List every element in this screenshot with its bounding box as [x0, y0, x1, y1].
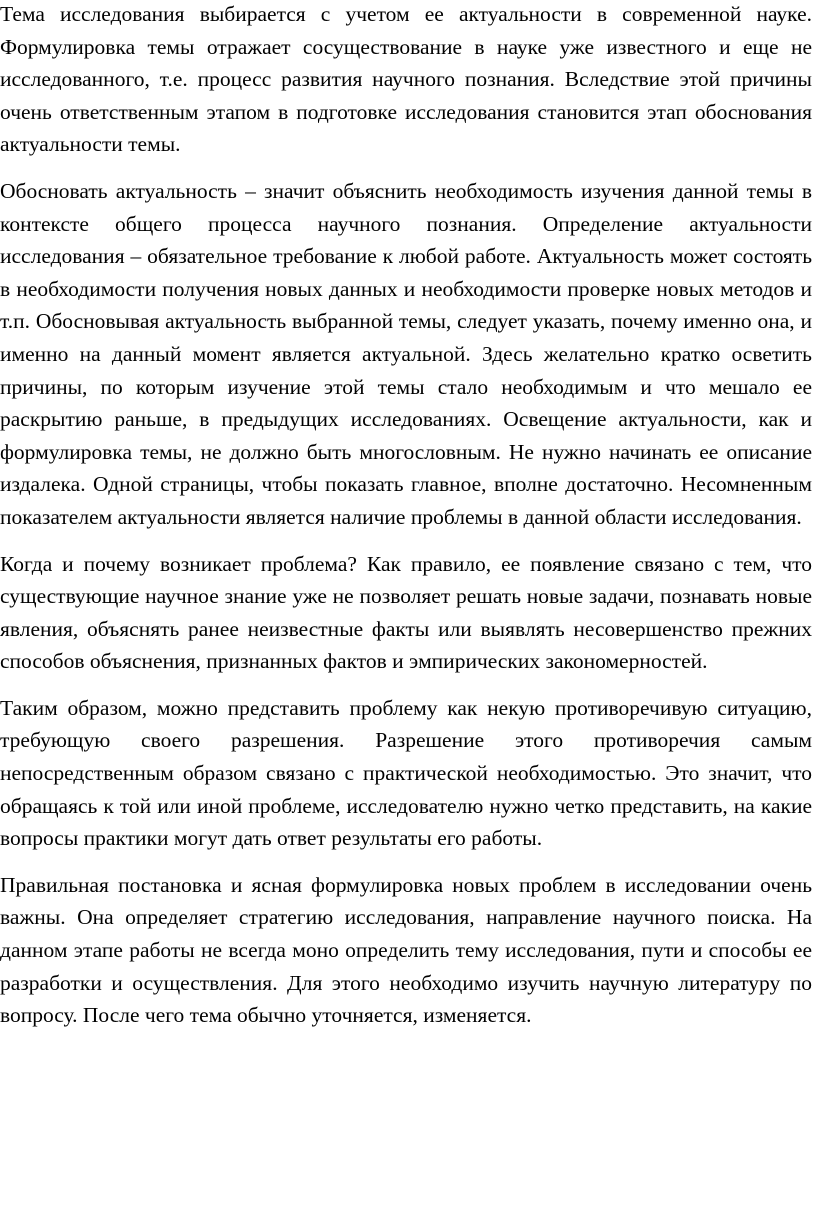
paragraph-problem-origin: Когда и почему возникает проблема? Как правило, ее появление связано с тем, что существующие научное знание уже не позволяет решать новые задачи, познавать новые явления, объяснять ранее неизвестные факты или выявлять несовершенство прежних способов объяснения, признанных фактов и эмпирических закономерностей.: [0, 551, 812, 674]
paragraph-topic-relevance: Тема исследования выбирается с учетом ее актуальности в современной науке. Формулировка темы отражает сосуществование в науке уже известного и еще не исследованного, т.е. процесс развития научного познания. Вследствие этой причины очень ответственным этапом в подготовке исследования становится этап обоснования актуальности темы.: [0, 2, 812, 157]
paragraph-problem-formulation: Правильная постановка и ясная формулировка новых проблем в исследовании очень важны. Она определяет стратегию исследования, направление научного поиска. На данном этапе работы не всегда моно определить тему исследования, пути и способы ее разработки и осуществления. Для этого необходимо изучить научную литературу по вопросу. После чего тема обычно уточняется, изменяется.: [0, 872, 812, 1028]
paragraph-justify-relevance: Обосновать актуальность – значит объяснить необходимость изучения данной темы в контексте общего процесса научного познания. Определение актуальности исследования – обязательное требование к любой работе. Актуальность может состоять в необходимости получения новых данных и необходимости проверке новых методов и т.п. Обосновывая актуальность выбранной темы, следует указать, почему именно она, и именно на данный момент является актуальной. Здесь желательно кратко осветить причины, по которым изучение этой темы стало необходимым и что мешало ее раскрытию раньше, в предыдущих исследованиях. Освещение актуальности, как и формулировка темы, не должно быть многословным. Не нужно начинать ее описание издалека. Одной страницы, чтобы показать главное, вполне достаточно. Несомненным показателем актуальности является наличие проблемы в данной области исследования.: [0, 178, 812, 529]
paragraph-problem-definition: Таким образом, можно представить проблему как некую противоречивую ситуацию, требующую своего разрешения. Разрешение этого противоречия самым непосредственным образом связано с практической необходимостью. Это значит, что обращаясь к той или иной проблеме, исследователю нужно четко представить, на какие вопросы практики могут дать ответ результаты его работы.: [0, 695, 812, 851]
